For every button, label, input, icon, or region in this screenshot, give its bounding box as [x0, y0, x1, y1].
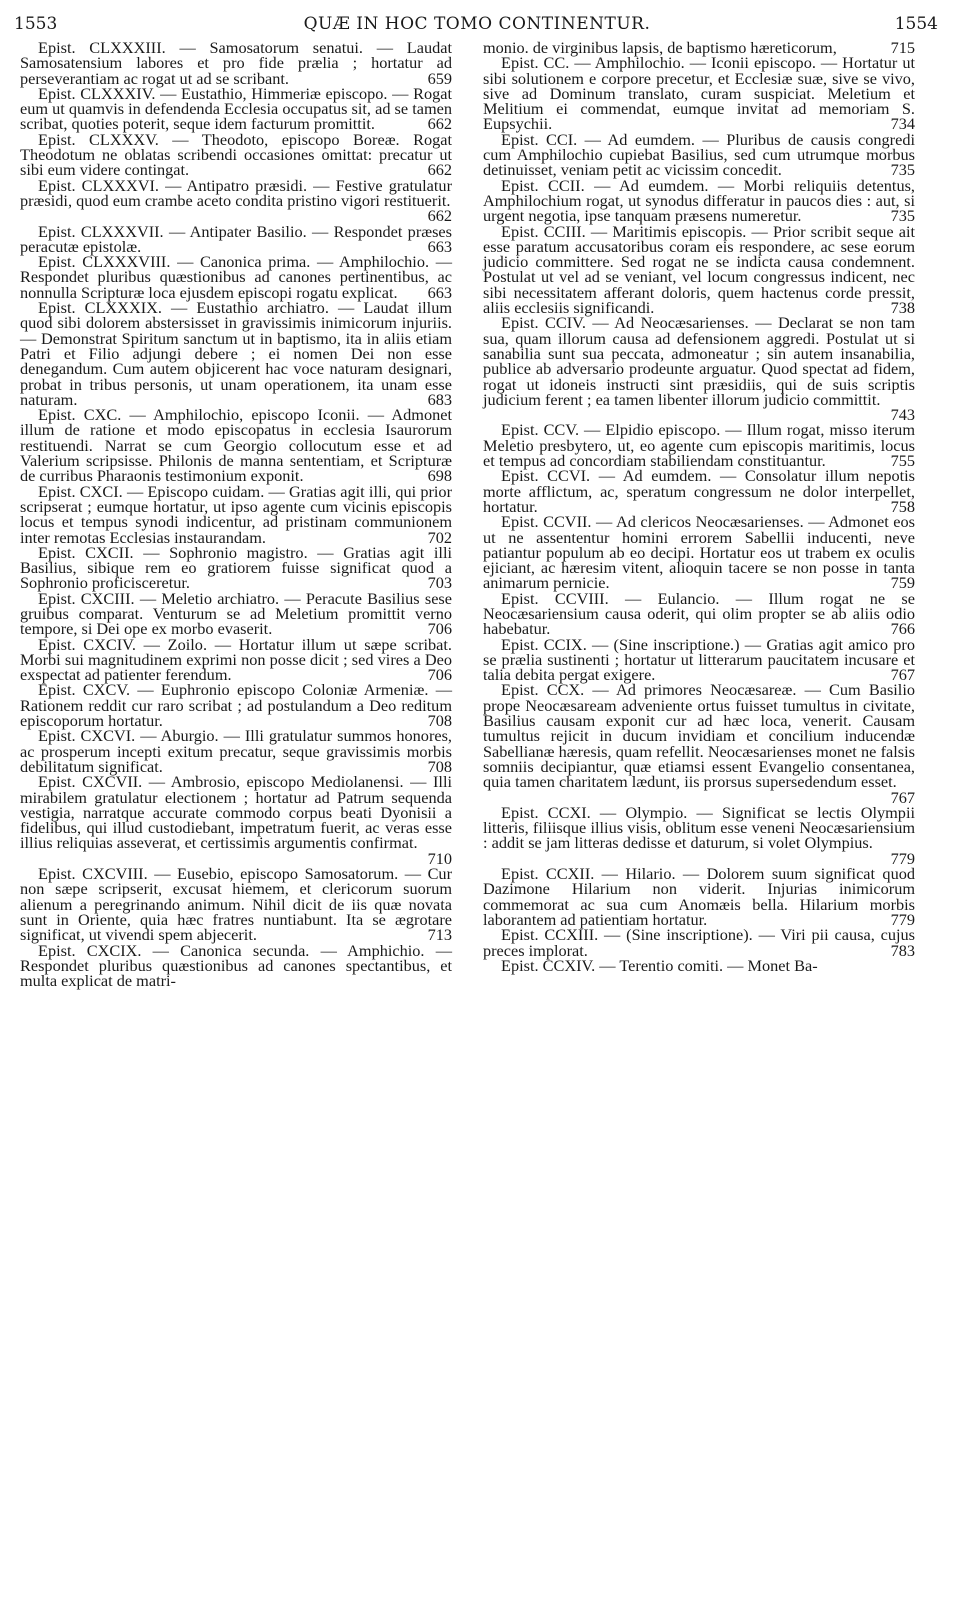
index-entry	[483, 512, 915, 593]
index-entry	[20, 634, 452, 685]
running-header	[0, 14, 954, 38]
entry-text: Epist. CCII. — Ad eumdem. — Morbi reliquiis detentus, Amphilochium rogat, ut synodus differatur in paucos dies : aut, si urgent negotia, ipse tanquam præsens numeretur.	[483, 175, 915, 226]
entry-text: Epist. CCVII. — Ad clericos Neocæsarienses. — Admonet eos ut ne assententur homini errorem Sabellii inducenti, neve patiantur populum ab eo decipi. Hortatur eos ut trabem ex oculis ejiciant, ac hæresim vitent, alioquin tacere se non posse in tanta animarum pernicie.	[483, 512, 915, 593]
index-entry	[483, 221, 915, 318]
entry-text: Epist. CCIII. — Maritimis episcopis. — Prior scribit seque ait esse paratum accusatoribus coram eis respondere, ac sese eorum judicio committere. Sed rogat ne se indicta causa condemnent. Postulat ut vel ad se veniant, vel locum congressus indicent, nec sibi necessitatem afferant doloris, quem hactenus corde pressit, aliis ecclesiis significandi.	[483, 221, 915, 318]
entry-text: Epist. CCIX. — (Sine inscriptione.) — Gratias agit amico pro se prælia sustinenti ; hortatur ut litterarum paucitatem incusare et talia debita pergat exigere.	[483, 634, 915, 685]
index-entry	[20, 175, 452, 226]
page-reference: 715	[890, 38, 915, 57]
entry-text: Epist. CC. — Amphilochio. — Iconii episcopo. — Hortatur ut sibi solutionem e corpore precetur, et Ecclesiæ suæ, sive se vivo, sive ad Dominum translato, curam suspiciat. Meletium et Melitium ei commendat, eumque invitat ad memoriam S. Eupsychii.	[483, 53, 915, 134]
page-reference: 743	[890, 405, 915, 425]
entry-text: Epist. CLXXXV. — Theodoto, episcopo Boreæ. Rogat Theodotum ne oblatas scribendi occasiones omittat: precatur ut sibi eum videre contingat.	[20, 129, 452, 180]
page-reference: 663	[427, 236, 452, 256]
page-reference: 759	[890, 573, 915, 593]
page-reference: 758	[890, 496, 915, 516]
page-reference: 767	[890, 665, 915, 685]
index-entry	[483, 634, 915, 685]
index-entry	[483, 129, 915, 180]
index-entry	[483, 313, 915, 425]
index-entry	[483, 588, 915, 639]
entry-text: Epist. CLXXXVIII. — Canonica prima. — Amphilochio. — Respondet pluribus quæstionibus ad canones pertinentibus, ac nonnulla Scripturæ loca ejusdem episcopi rogatu explicat.	[20, 252, 452, 302]
page-reference: 702	[427, 527, 452, 547]
index-entry	[20, 129, 452, 180]
index-entry	[20, 481, 452, 547]
entry-text: monio. de virginibus lapsis, de baptismo hæreticorum,	[483, 38, 837, 57]
entry-text: Epist. CCIV. — Ad Neocæsarienses. — Declarat se non tam sua, quam illorum causa ad defensionem aggredi. Postulat ut si sanabilia sunt sua peccata, admoneatur ; sin autem insanabilia, publice ab adversario prodeunte arguatur. Quod spectat ad fidem, rogat ut idoneis instructi sint præsidiis, qui de suis scriptis judicium ferent ; ea tamen libenter illorum judicio committit.	[483, 313, 915, 409]
left-column	[20, 38, 452, 991]
index-entry	[483, 680, 915, 807]
right-column	[483, 40, 915, 973]
page-reference: 738	[890, 298, 915, 318]
index-entry	[483, 866, 915, 927]
entry-text: Epist. CLXXXVI. — Antipatro præsidi. — Festive gratulatur præsidi, quod eum crambe aceto condita pristino vigori restituerit.	[20, 175, 452, 210]
index-entry	[483, 175, 915, 226]
page-reference: 683	[427, 389, 452, 409]
page-number-right: 1554	[894, 14, 938, 34]
running-title: QUÆ IN HOC TOMO CONTINENTUR.	[303, 14, 651, 34]
entry-text: Epist. CXCV. — Euphronio episcopo Coloniæ Armeniæ. — Rationem reddit cur raro scribat ; ad postulandum a Deo reditum episcoporum hortatur.	[20, 680, 452, 731]
index-entry	[20, 254, 452, 300]
entry-text: Epist. CXCIII. — Meletio archiatro. — Peracute Basilius sese gruibus comparat. Venturum se ad Meletium promittit verno tempore, si Dei ope ex morbo evaserit.	[20, 588, 452, 639]
entry-text: Epist. CCI. — Ad eumdem. — Pluribus de causis congredi cum Amphilochio cupiebat Basilius, sed cum utrumque morbus detinuisset, veniam petit ac vicissim concedit.	[483, 129, 915, 180]
entry-text: Epist. CCXII. — Hilario. — Dolorem suum significat quod Dazimone Hilarium non viderit. Injurias inimicorum commemorat ac sua cum Anomæis bella. Hilarium morbis laborantem ad patientiam hortatur.	[483, 864, 915, 929]
page-reference: 703	[427, 573, 452, 593]
index-entry	[483, 468, 915, 514]
page-reference: 663	[427, 282, 452, 302]
index-entry	[483, 955, 915, 975]
entry-text: Epist. CCXI. — Olympio. — Significat se lectis Olympii litteris, filiisque illius visis, oblitum esse veneni Neocæsariensium : addit se jam litteras dedisse et daturum, si volet Olympius.	[483, 802, 915, 853]
entry-text: Epist. CXCVI. — Aburgio. — Illi gratulatur summos honores, ac prosperum incepti exitum precatur, seque gravissimis morbis debilitatum significat.	[20, 726, 452, 776]
entry-text: Epist. CLXXXIII. — Samosatorum senatui. — Laudat Samosatensium labores et pro fide prælia ; hortatur ad perseverantiam ac rogat ut ad se scribant.	[20, 38, 452, 88]
index-entry	[20, 588, 452, 639]
index-entry	[20, 40, 452, 86]
page-reference: 706	[427, 619, 452, 639]
page-number-left: 1553	[14, 14, 58, 34]
entry-text: Epist. CXCVIII. — Eusebio, episcopo Samosatorum. — Cur non sæpe scripserit, excusat hiemem, et clericorum suorum alienum a peregrinando animum. Nihil dicit de iis quæ novata sunt in Oriente, quia hæc fratres nuntiabunt. Ita se ægrotare significat, ut vivendi spem abjecerit.	[20, 864, 452, 945]
entry-text: Epist. CCXIV. — Terentio comiti. — Monet Ba-	[501, 955, 818, 975]
index-entry	[483, 420, 915, 471]
index-entry	[20, 300, 452, 407]
entry-text: Epist. CCVI. — Ad eumdem. — Consolatur illum nepotis morte afflictum, ac, speratum congressum ne dolor interpellet, hortatur.	[483, 466, 915, 516]
index-entry	[483, 927, 915, 958]
page-reference: 735	[890, 206, 915, 226]
page-reference: 659	[427, 68, 452, 88]
page-reference: 755	[890, 451, 915, 471]
entry-text: Epist. CXCI. — Episcopo cuidam. — Gratias agit illi, qui prior scripserat ; eumque hortatur, ut ipso agente cum vicinis episcopis locus et tempus synodi indicentur, ad pristinam communionem inter remotas Ecclesias instaurandam.	[20, 481, 452, 547]
index-entry	[20, 680, 452, 731]
page-reference: 735	[890, 160, 915, 180]
page-reference: 662	[427, 160, 452, 180]
index-entry	[20, 221, 452, 256]
entry-text: Epist. CLXXXVII. — Antipater Basilio. — Respondet præses peracutæ epistolæ.	[20, 221, 452, 256]
entry-text: Epist. CXCVII. — Ambrosio, episcopo Mediolanensi. — Illi mirabilem gratulatur electionem ; hortatur ad Patrum sequenda vestigia, narratque accurate commodo corpus beati Dyonisii a fidelibus, qui illud custodiebant, impetratum fuerit, ac veras esse illius reliquias asseverat, et certissimis argumentis confirmat.	[20, 772, 452, 853]
page-reference: 708	[427, 756, 452, 776]
entry-text: Epist. CCV. — Elpidio episcopo. — Illum rogat, misso iterum Meletio presbytero, ut, eo agente cum episcopis maritimis, locus et tempus ad concordiam stabiliendam constituantur.	[483, 420, 915, 471]
index-entry	[20, 864, 452, 945]
page-reference: 662	[427, 114, 452, 134]
page-reference: 783	[890, 940, 915, 960]
page-reference: 779	[890, 848, 915, 868]
page-reference: 766	[890, 619, 915, 639]
page-reference: 662	[427, 206, 452, 226]
entry-text: Epist. CXCIV. — Zoilo. — Hortatur illum ut sæpe scribat. Morbi sui magnitudinem exprimi non posse dicit ; sed vires a Deo exspectat ad patienter ferendum.	[20, 634, 452, 685]
page-reference: 708	[427, 711, 452, 731]
page-reference: 698	[427, 466, 452, 486]
page-reference: 706	[427, 665, 452, 685]
page-reference: 779	[890, 909, 915, 929]
index-entry	[483, 53, 915, 134]
index-entry	[483, 802, 915, 868]
index-entry	[20, 542, 452, 593]
page-reference: 734	[890, 114, 915, 134]
entry-text: Epist. CCXIII. — (Sine inscriptione). — Viri pii causa, cujus preces implorat.	[483, 925, 915, 960]
entry-text: Epist. CXCII. — Sophronio magistro. — Gratias agit illi Basilius, sibique rem eo gratiorem fuisse significat quod a Sophronio proficisceretur.	[20, 542, 452, 593]
index-entry	[20, 774, 452, 866]
entry-text: Epist. CCVIII. — Eulancio. — Illum rogat ne se Neocæsariensium causa oderit, qui olim propter se ab aliis odio habebatur.	[483, 588, 915, 639]
page-reference: 710	[427, 848, 452, 868]
page-reference: 713	[427, 925, 452, 945]
entry-text: Epist. CXC. — Amphilochio, episcopo Iconii. — Admonet illum de ratione et modo episcopatus in ecclesia Isaurorum restituendi. Narrat se cum Georgio collocutum esse et ad Valerium scripsisse. Philonis de manna sententiam, et Scripturæ de curribus Pharaonis testimonium exponit.	[20, 405, 452, 486]
index-entry	[20, 940, 452, 991]
entry-text: Epist. CXCIX. — Canonica secunda. — Amphichio. — Respondet pluribus quæstionibus ad canones spectantibus, et multa explicat de matri-	[20, 940, 452, 991]
entry-text: Epist. CLXXXIX. — Eustathio archiatro. — Laudat illum quod sibi dolorem abstersisset in gravissimis inimicorum injuriis. — Demonstrat Spiritum sanctum ut in baptismo, ita in aliis etiam Patri et Filio adjungi debere ; ei nomen Dei non esse denegandum. Cum autem objicerent hac voce naturam designari, probat in tribus personis, ut unam operationem, ita unam esse naturam.	[20, 298, 452, 409]
page-reference: 767	[890, 787, 915, 807]
index-entry	[20, 405, 452, 486]
entry-text: Epist. CCX. — Ad primores Neocæsareæ. — Cum Basilio prope Neocæsaream adveniente ortus fuisset tumultus in civitate, Basilius causam exponit cur ad hæc loca, venerit. Causam tumultus rejicit in ducum invidiam et concilium inducendæ Sabellianæ hæresis, quam refellit. Neocæsarienses monet ne falsis somniis decipiantur, quæ etiamsi essent Evangelio consentanea, quia tamen charitatem lædunt, iis prorsus supersedendum esset.	[483, 680, 915, 792]
index-entry	[20, 83, 452, 134]
index-entry	[20, 728, 452, 774]
entry-text: Epist. CLXXXIV. — Eustathio, Himmeriæ episcopo. — Rogat eum ut quamvis in defendenda Ecclesia occupatus sit, ad se tamen scribat, quoties poterit, seque idem facturum promittit.	[20, 83, 452, 134]
